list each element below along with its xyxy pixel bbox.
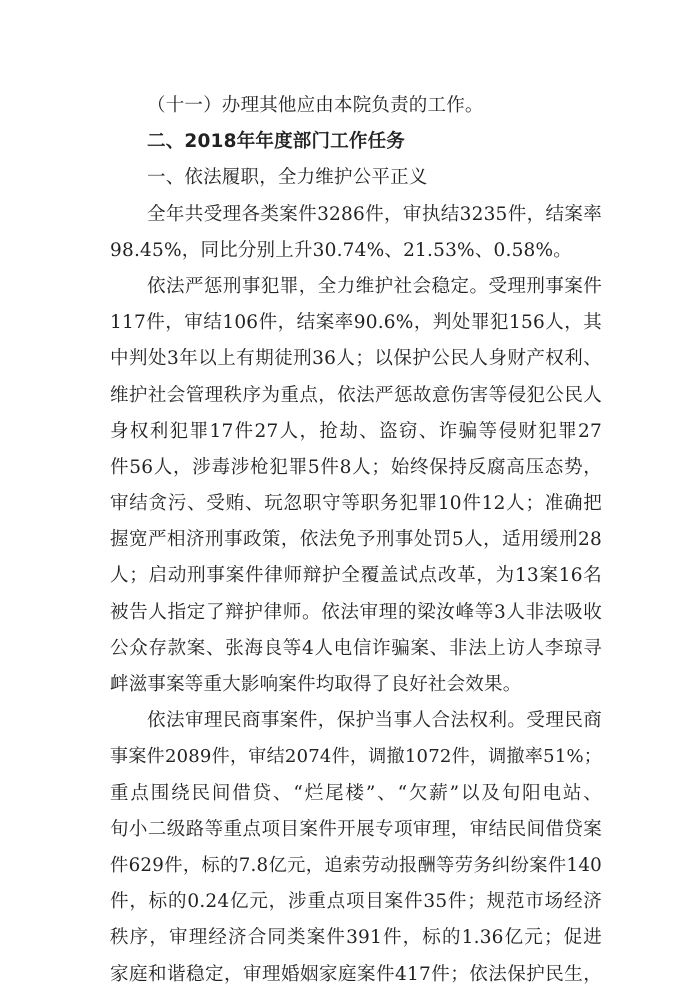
paragraph-line: 事案件2089件，审结2074件，调撤1072件，调撤率51%； (110, 746, 602, 768)
paragraph-line: 旬小二级路等重点项目案件开展专项审理，审结民间借贷案 (110, 818, 602, 840)
paragraph-line: 衅滋事案等重大影响案件均取得了良好社会效果。 (110, 674, 522, 695)
paragraph-line: 身权利犯罪17件27人，抢劫、盗窃、诈骗等侵财犯罪27 (110, 420, 602, 442)
paragraph-line: 被告人指定了辩护律师。依法审理的梁汝峰等3人非法吸收 (110, 601, 602, 623)
section-heading: 二、2018年年度部门工作任务 (147, 131, 405, 153)
paragraph-line: 117件，审结106件，结案率90.6%，判处罪犯156人，其 (110, 312, 602, 334)
paragraph-line: 依法审理民商事案件，保护当事人合法权利。受理民商 (147, 710, 602, 732)
paragraph-line: 中判处3年以上有期徒刑36人；以保护公民人身财产权利、 (110, 348, 602, 370)
paragraph-line: 审结贪污、受贿、玩忽职守等职务犯罪10件12人；准确把 (110, 493, 602, 515)
subsection-heading: 一、依法履职，全力维护公平正义 (147, 167, 428, 189)
paragraph-line: 重点围绕民间借贷、“烂尾楼”、“欠薪”以及旬阳电站、 (110, 782, 602, 804)
paragraph-line: 公众存款案、张海良等4人电信诈骗案、非法上访人李琼寻 (110, 637, 602, 659)
paragraph-line: 件56人，涉毒涉枪犯罪5件8人；始终保持反腐高压态势， (110, 456, 602, 478)
paragraph-line: 全年共受理各类案件3286件，审执结3235件，结案率 (147, 203, 602, 225)
paragraph-line: 98.45%，同比分别上升30.74%、21.53%、0.58%。 (110, 239, 572, 261)
paragraph-line: 家庭和谐稳定，审理婚姻家庭案件417件；依法保护民生， (110, 963, 602, 985)
paragraph-line: 件，标的0.24亿元，涉重点项目案件35件；规范市场经济 (110, 891, 602, 913)
paragraph-item-eleven: （十一）办理其他应由本院负责的工作。 (147, 95, 484, 116)
paragraph-line: 维护社会管理秩序为重点，依法严惩故意伤害等侵犯公民人 (110, 384, 602, 406)
paragraph-line: 件629件，标的7.8亿元，追索劳动报酬等劳务纠纷案件140 (110, 854, 602, 876)
paragraph-line: 秩序，审理经济合同类案件391件，标的1.36亿元；促进 (110, 927, 602, 949)
paragraph-line: 握宽严相济刑事政策，依法免予刑事处罚5人，适用缓刑28 (110, 529, 602, 551)
paragraph-line: 人；启动刑事案件律师辩护全覆盖试点改革，为13案16名 (110, 565, 602, 587)
paragraph-line: 依法严惩刑事犯罪，全力维护社会稳定。受理刑事案件 (147, 275, 602, 297)
